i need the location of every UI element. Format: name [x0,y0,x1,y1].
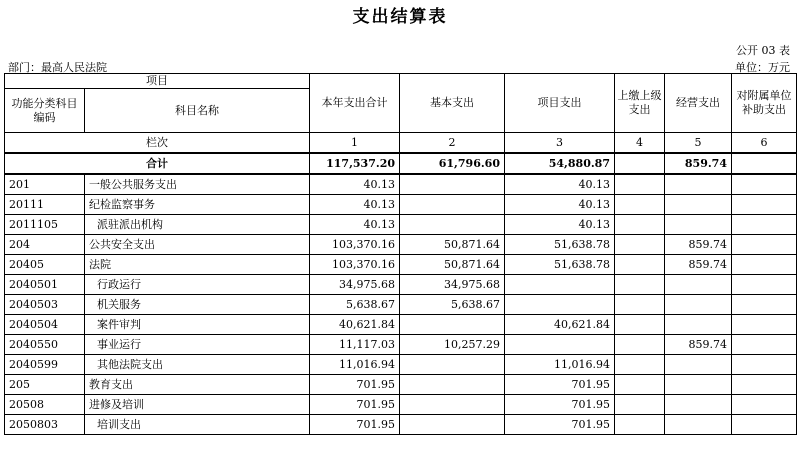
amount-cell: 50,871.64 [400,235,505,255]
amount-cell [615,395,665,415]
subject-name: 派驻派出机构 [85,215,310,235]
table-row [5,215,797,235]
table-row [5,335,797,355]
amount-cell [732,415,797,435]
amount-cell [400,215,505,235]
subject-name: 事业运行 [85,335,310,355]
subject-code: 2050803 [5,415,85,435]
table-row [5,315,797,335]
amount-cell [615,335,665,355]
amount-cell [615,174,665,195]
amount-cell [400,375,505,395]
subject-name: 行政运行 [85,275,310,295]
amount-cell: 40.13 [505,195,615,215]
header-business: 经营支出 [665,74,732,133]
subject-code: 20111 [5,195,85,215]
amount-cell [615,375,665,395]
amount-cell [615,215,665,235]
amount-cell: 50,871.64 [400,255,505,275]
amount-cell: 701.95 [505,395,615,415]
table-row [5,275,797,295]
amount-cell [615,315,665,335]
subject-name: 纪检监察事务 [85,195,310,215]
amount-cell: 34,975.68 [310,275,400,295]
amount-cell: 34,975.68 [400,275,505,295]
subject-name: 培训支出 [85,415,310,435]
subject-code: 204 [5,235,85,255]
amount-cell [665,415,732,435]
total-cell [732,153,797,174]
amount-cell [732,255,797,275]
amount-cell [615,235,665,255]
subject-name: 其他法院支出 [85,355,310,375]
amount-cell: 40.13 [505,174,615,195]
amount-cell: 40.13 [310,215,400,235]
column-number: 1 [310,133,400,154]
amount-cell [665,295,732,315]
amount-cell: 859.74 [665,335,732,355]
table-row [5,195,797,215]
subject-name: 机关服务 [85,295,310,315]
amount-cell: 40.13 [310,174,400,195]
table-row [5,174,797,195]
subject-code: 2040550 [5,335,85,355]
amount-cell: 701.95 [505,415,615,435]
total-label: 合计 [5,153,310,174]
subject-code: 201 [5,174,85,195]
table-row [5,375,797,395]
header-basic: 基本支出 [400,74,505,133]
amount-cell [505,275,615,295]
amount-cell [400,355,505,375]
table-row [5,415,797,435]
column-number: 5 [665,133,732,154]
report-title: 支出结算表 [352,7,448,27]
amount-cell: 5,638.67 [400,295,505,315]
amount-cell: 859.74 [665,235,732,255]
amount-cell: 11,016.94 [310,355,400,375]
subject-code: 2040503 [5,295,85,315]
amount-cell: 11,117.03 [310,335,400,355]
amount-cell: 40.13 [310,195,400,215]
amount-cell: 51,638.78 [505,255,615,275]
amount-cell [665,195,732,215]
subject-name: 进修及培训 [85,395,310,415]
amount-cell [615,275,665,295]
amount-cell [665,355,732,375]
amount-cell [732,235,797,255]
amount-cell [732,395,797,415]
amount-cell [400,395,505,415]
total-cell: 859.74 [665,153,732,174]
amount-cell [732,275,797,295]
table-row [5,355,797,375]
amount-cell [665,395,732,415]
column-number: 4 [615,133,665,154]
total-cell: 54,880.87 [505,153,615,174]
total-row [5,153,797,174]
table-row [5,295,797,315]
amount-cell [665,315,732,335]
header-turnover: 上缴上级支出 [615,74,665,133]
amount-cell [400,415,505,435]
unit-label: 单位：万元 [735,61,790,74]
amount-cell: 701.95 [310,395,400,415]
amount-cell [505,295,615,315]
amount-cell [732,375,797,395]
header-func-code: 功能分类科目编码 [5,89,85,133]
amount-cell [400,315,505,335]
subject-code: 20405 [5,255,85,275]
subject-code: 2040504 [5,315,85,335]
amount-cell [732,315,797,335]
amount-cell [665,275,732,295]
column-number: 6 [732,133,797,154]
amount-cell: 103,370.16 [310,255,400,275]
amount-cell [732,174,797,195]
amount-cell [400,174,505,195]
amount-cell [615,295,665,315]
amount-cell [505,335,615,355]
amount-cell: 701.95 [310,415,400,435]
table-row [5,255,797,275]
header-subsidy: 对附属单位补助支出 [732,74,797,133]
amount-cell [732,335,797,355]
total-cell: 61,796.60 [400,153,505,174]
amount-cell: 40,621.84 [505,315,615,335]
amount-cell [665,215,732,235]
subject-name: 案件审判 [85,315,310,335]
subject-code: 2040599 [5,355,85,375]
subject-name: 法院 [85,255,310,275]
amount-cell [615,355,665,375]
amount-cell: 40,621.84 [310,315,400,335]
amount-cell [615,255,665,275]
column-number-label: 栏次 [5,133,310,154]
header-project: 项目 [5,74,310,89]
amount-cell: 5,638.67 [310,295,400,315]
amount-cell: 10,257.29 [400,335,505,355]
amount-cell [615,195,665,215]
column-number: 2 [400,133,505,154]
amount-cell [400,195,505,215]
amount-cell [732,195,797,215]
subject-code: 2040501 [5,275,85,295]
amount-cell: 103,370.16 [310,235,400,255]
total-cell [615,153,665,174]
amount-cell [665,375,732,395]
amount-cell [615,415,665,435]
subject-name: 公共安全支出 [85,235,310,255]
header-total: 本年支出合计 [310,74,400,133]
subject-code: 205 [5,375,85,395]
header-subject-name: 科目名称 [85,89,310,133]
table-row [5,235,797,255]
amount-cell: 701.95 [505,375,615,395]
amount-cell [732,295,797,315]
subject-code: 20508 [5,395,85,415]
amount-cell: 40.13 [505,215,615,235]
amount-cell: 11,016.94 [505,355,615,375]
amount-cell [732,215,797,235]
table-row [5,395,797,415]
amount-cell [665,174,732,195]
amount-cell: 51,638.78 [505,235,615,255]
subject-name: 教育支出 [85,375,310,395]
subject-code: 2011105 [5,215,85,235]
subject-name: 一般公共服务支出 [85,174,310,195]
column-number: 3 [505,133,615,154]
amount-cell: 859.74 [665,255,732,275]
amount-cell [732,355,797,375]
amount-cell: 701.95 [310,375,400,395]
expenditure-table [4,73,797,435]
header-project-expenditure: 项目支出 [505,74,615,133]
department-label: 部门：最高人民法院 [8,61,107,74]
table-code: 公开 03 表 [736,44,790,57]
total-cell: 117,537.20 [310,153,400,174]
